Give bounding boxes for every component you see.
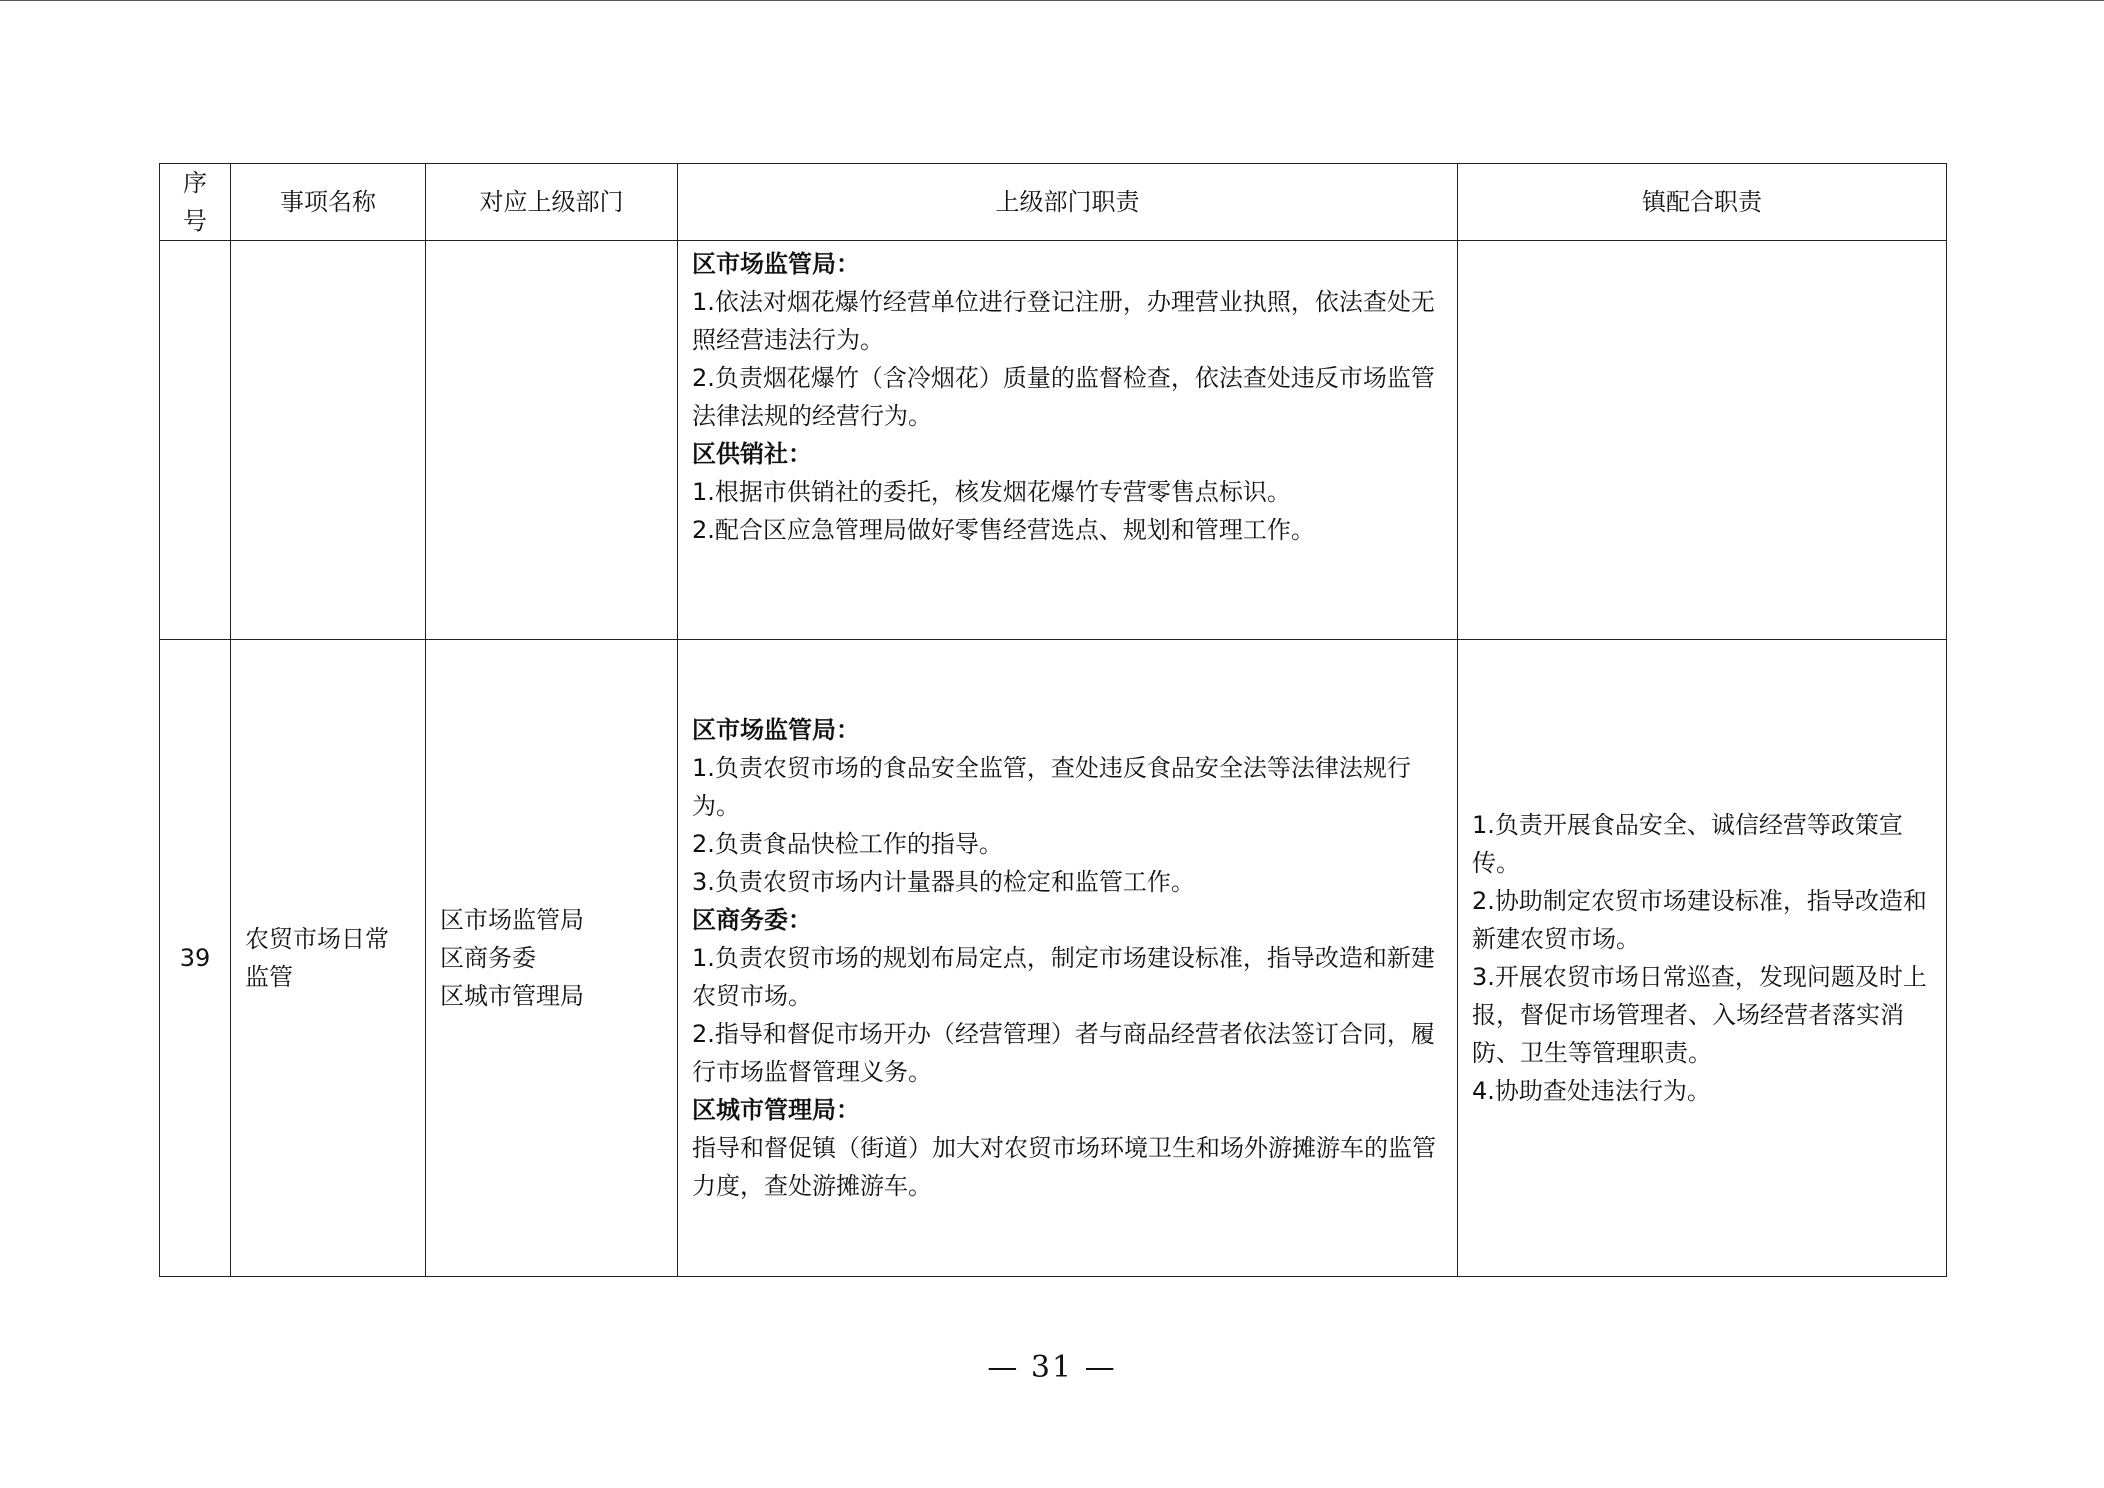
duty-line: 2.配合区应急管理局做好零售经营选点、规划和管理工作。: [692, 516, 1315, 544]
cell-upper-duties: [678, 241, 1458, 640]
duty-line: 2.指导和督促市场开办（经营管理）者与商品经营者依法签订合同，履行市场监督管理义务。: [692, 1020, 1435, 1086]
department-line: 区市场监管局: [440, 906, 584, 934]
table-header-row: [160, 164, 1947, 241]
duty-line: 2.负责烟花爆竹（含冷烟花）质量的监督检查，依法查处违反市场监管法律法规的经营行为。: [692, 364, 1435, 430]
header-serial-number-text: 序号: [183, 169, 207, 235]
town-duty-line: 3.开展农贸市场日常巡查，发现问题及时上报，督促市场管理者、入场经营者落实消防、卫生等管理职责。: [1472, 963, 1927, 1067]
town-duty-line: 2.协助制定农贸市场建设标准，指导改造和新建农贸市场。: [1472, 887, 1927, 953]
table-row: [160, 241, 1947, 640]
header-serial-number: [160, 164, 231, 241]
cell-item-name: [231, 640, 426, 1277]
duty-line: 1.负责农贸市场的规划布局定点，制定市场建设标准，指导改造和新建农贸市场。: [692, 944, 1435, 1010]
duty-dept-heading: 区市场监管局：: [692, 250, 860, 278]
cell-upper-department: [426, 241, 678, 640]
cell-serial-number: 39: [160, 640, 231, 1277]
duty-dept-heading: 区供销社：: [692, 440, 812, 468]
cell-upper-duties: [678, 640, 1458, 1277]
header-town-duties: 镇配合职责: [1458, 164, 1947, 241]
header-upper-department: 对应上级部门: [426, 164, 678, 241]
department-line: 区城市管理局: [440, 982, 584, 1010]
page-number: — 31 —: [987, 1350, 1117, 1385]
duty-line: 1.依法对烟花爆竹经营单位进行登记注册，办理营业执照，依法查处无照经营违法行为。: [692, 288, 1435, 354]
item-name-text: 农贸市场日常监管: [245, 925, 389, 991]
table-row: [160, 640, 1947, 1277]
cell-upper-department: [426, 640, 678, 1277]
duty-dept-heading: 区市场监管局：: [692, 716, 860, 744]
top-border-line: [0, 0, 2104, 1]
town-duty-line: 1.负责开展食品安全、诚信经营等政策宣传。: [1472, 811, 1903, 877]
duty-dept-heading: 区商务委：: [692, 906, 812, 934]
header-upper-duties: 上级部门职责: [678, 164, 1458, 241]
cell-item-name: [231, 241, 426, 640]
duty-line: 指导和督促镇（街道）加大对农贸市场环境卫生和场外游摊游车的监管力度，查处游摊游车。: [692, 1134, 1436, 1200]
town-duty-line: 4.协助查处违法行为。: [1472, 1077, 1711, 1105]
duty-line: 2.负责食品快检工作的指导。: [692, 830, 1003, 858]
cell-town-duties: [1458, 241, 1947, 640]
cell-serial-number: [160, 241, 231, 640]
header-item-name: 事项名称: [231, 164, 426, 241]
cell-town-duties: [1458, 640, 1947, 1277]
responsibility-table: [159, 163, 1947, 1277]
department-line: 区商务委: [440, 944, 536, 972]
duty-line: 1.负责农贸市场的食品安全监管，查处违反食品安全法等法律法规行为。: [692, 754, 1411, 820]
duty-line: 1.根据市供销社的委托，核发烟花爆竹专营零售点标识。: [692, 478, 1291, 506]
duty-dept-heading: 区城市管理局：: [692, 1096, 860, 1124]
duty-line: 3.负责农贸市场内计量器具的检定和监管工作。: [692, 868, 1195, 896]
